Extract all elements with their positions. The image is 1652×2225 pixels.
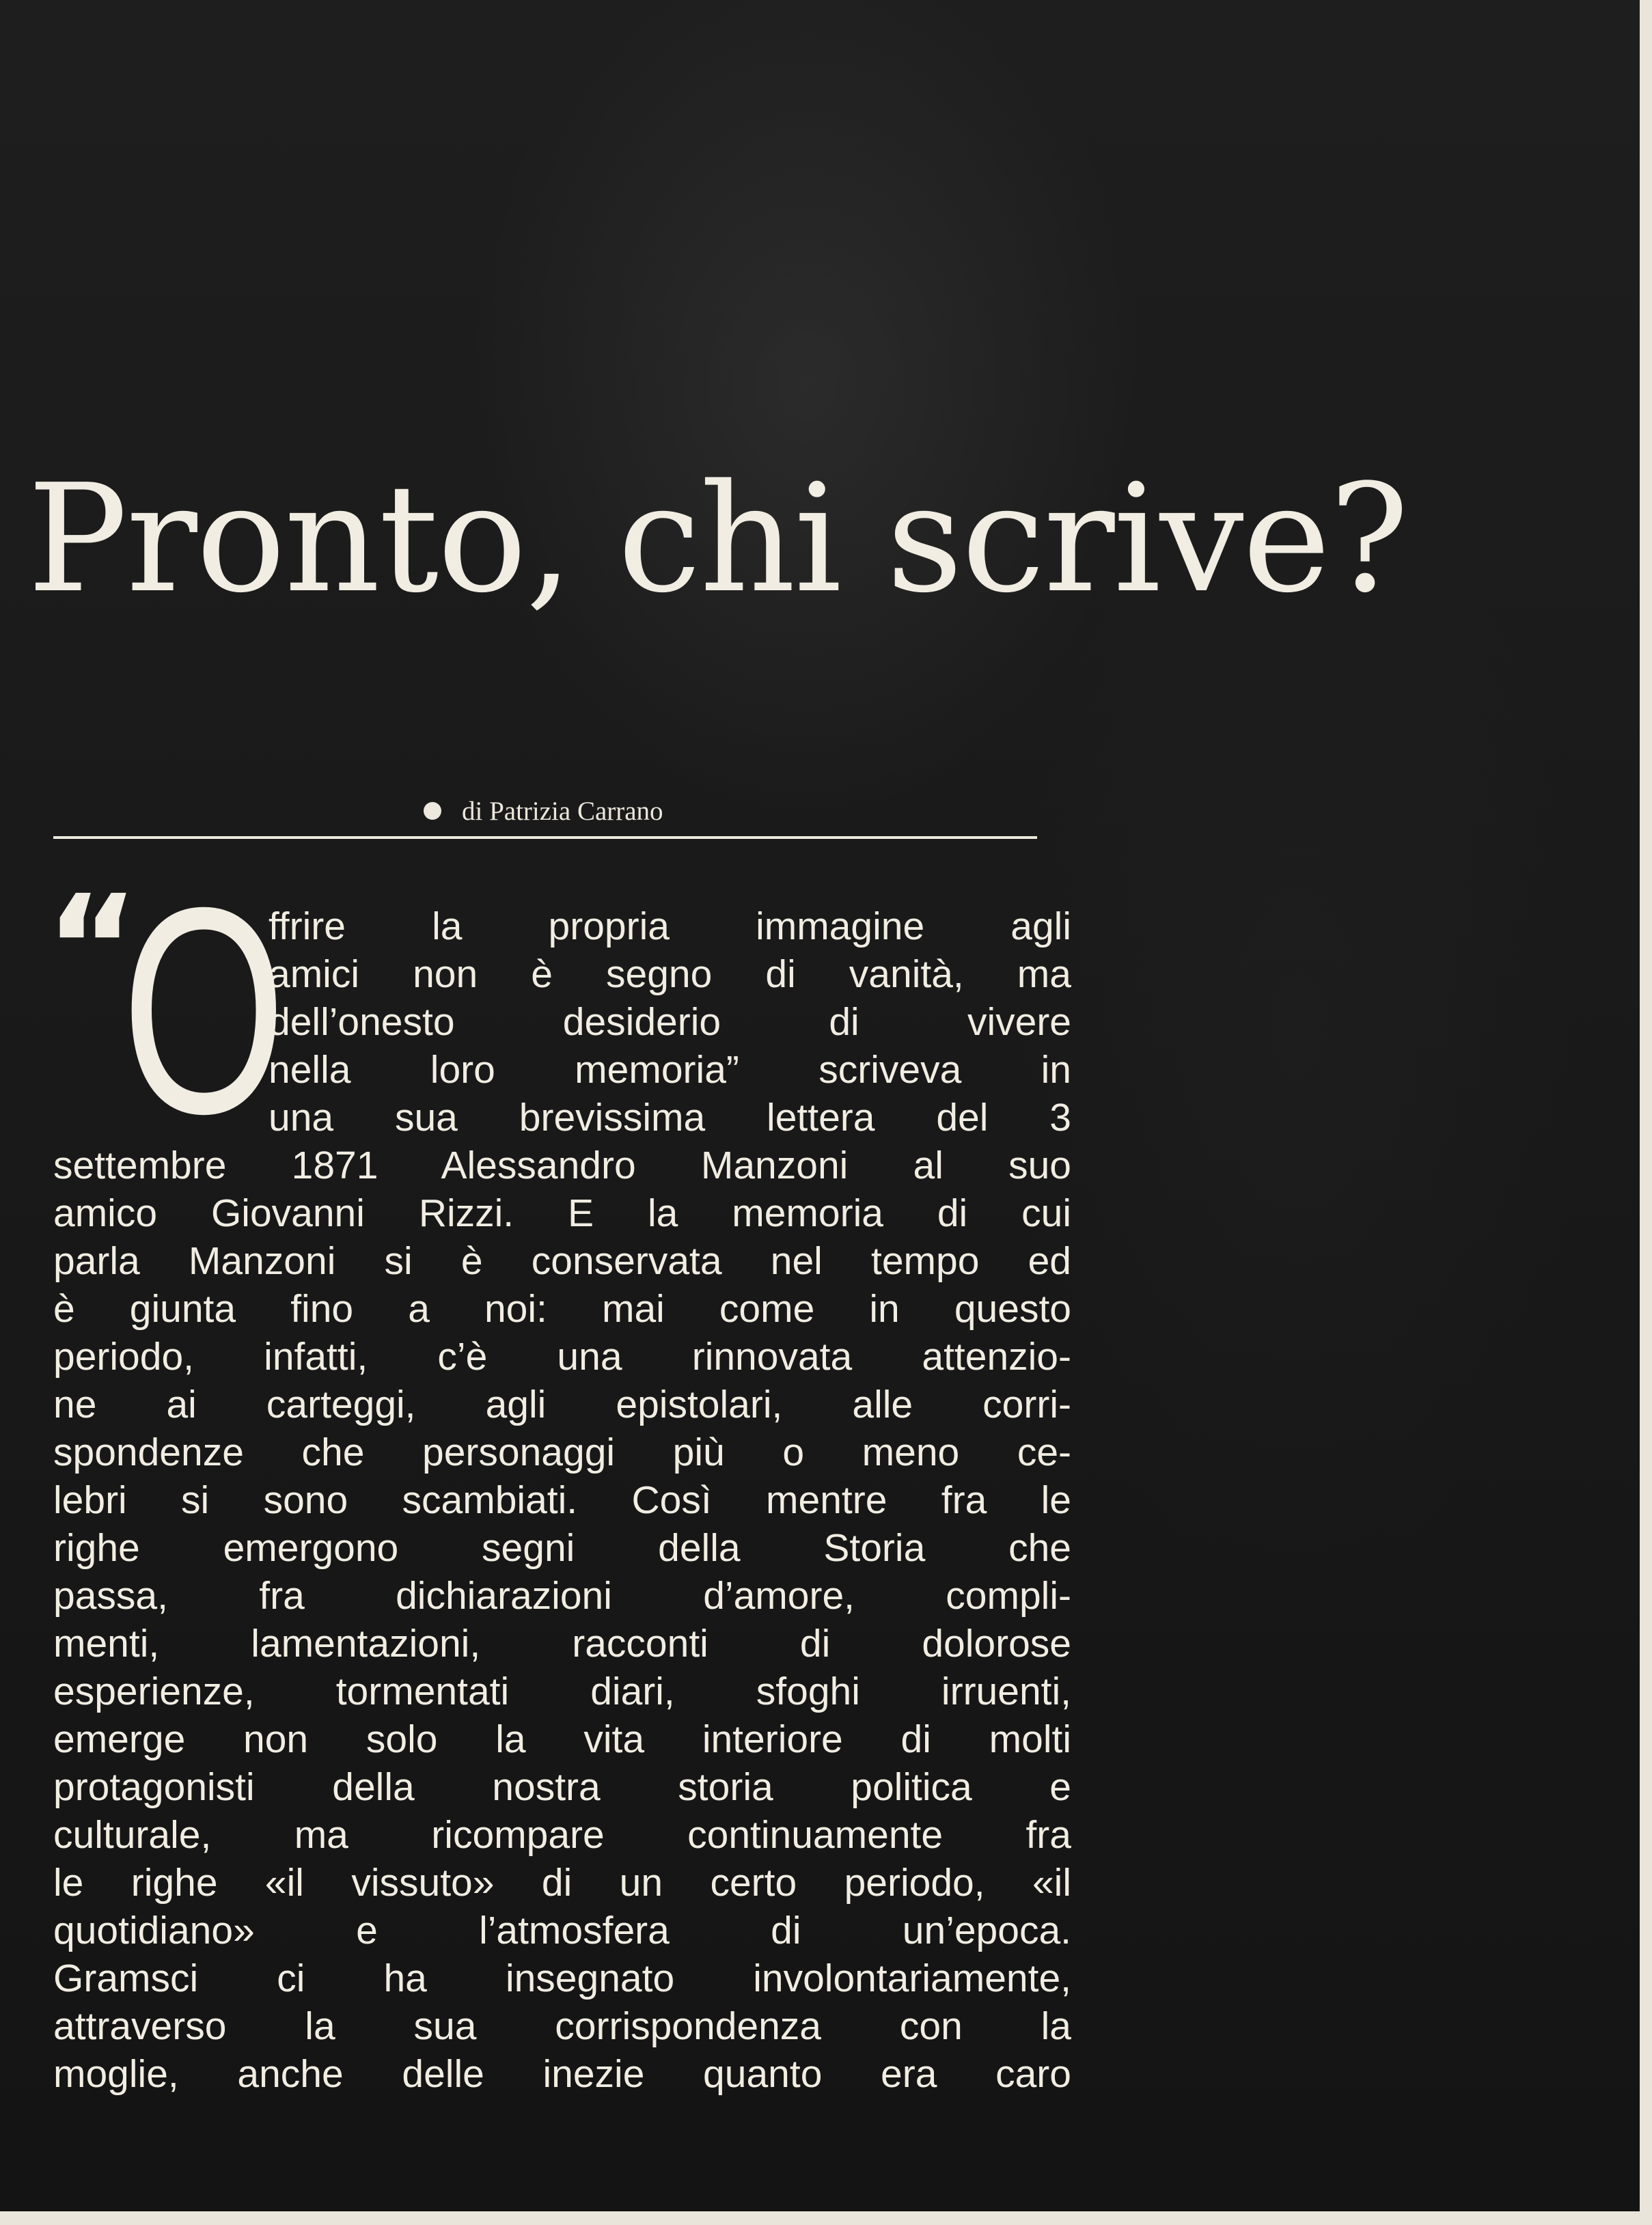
- article-title: Pronto, chi scrive?: [27, 453, 1408, 626]
- body-line: esperienze, tormentati diari, sfoghi irruenti,: [53, 1670, 1071, 1713]
- bullet-dot-icon: [424, 802, 441, 820]
- body-line: attraverso la sua corrispondenza con la: [53, 2004, 1071, 2048]
- byline-rule: [53, 836, 1037, 839]
- body-line: nella loro memoria” scriveva in: [269, 1048, 1071, 1092]
- page-edge-bottom: [0, 2211, 1652, 2225]
- body-line: le righe «il vissuto» di un certo periodo, «il: [53, 1861, 1071, 1905]
- body-line: culturale, ma ricompare continuamente fra: [53, 1813, 1071, 1857]
- body-line: protagonisti della nostra storia politica e: [53, 1765, 1071, 1809]
- body-line: righe emergono segni della Storia che: [53, 1526, 1071, 1570]
- page-edge-right: [1640, 0, 1652, 2225]
- body-line: menti, lamentazioni, racconti di dolorose: [53, 1622, 1071, 1666]
- body-line: passa, fra dichiarazioni d’amore, compli-: [53, 1574, 1071, 1618]
- body-line: amico Giovanni Rizzi. E la memoria di cui: [53, 1191, 1071, 1235]
- body-line: parla Manzoni si è conservata nel tempo ed: [53, 1239, 1071, 1283]
- byline: [424, 794, 663, 828]
- body-line: moglie, anche delle inezie quanto era caro: [53, 2052, 1071, 2096]
- body-line: una sua brevissima lettera del 3: [269, 1096, 1071, 1139]
- body-line: amici non è segno di vanità, ma: [269, 952, 1071, 996]
- body-line: ne ai carteggi, agli epistolari, alle corri-: [53, 1383, 1071, 1426]
- body-line: lebri si sono scambiati. Così mentre fra le: [53, 1478, 1071, 1522]
- body-line: spondenze che personaggi più o meno ce-: [53, 1431, 1071, 1474]
- body-line: Gramsci ci ha insegnato involontariamente,: [53, 1957, 1071, 2000]
- body-line: è giunta fino a noi: mai come in questo: [53, 1287, 1071, 1331]
- body-line: quotidiano» e l’atmosfera di un’epoca.: [53, 1909, 1071, 1952]
- body-line: periodo, infatti, c’è una rinnovata attenzio-: [53, 1335, 1071, 1379]
- body-line: emerge non solo la vita interiore di molti: [53, 1717, 1071, 1761]
- byline-author: di Patrizia Carrano: [462, 796, 663, 826]
- drop-cap: O: [122, 847, 286, 1175]
- opening-quote-mark: “: [45, 864, 136, 1032]
- body-line: dell’onesto desiderio di vivere: [269, 1000, 1071, 1044]
- body-line: ffrire la propria immagine agli: [269, 904, 1071, 948]
- body-line: settembre 1871 Alessandro Manzoni al suo: [53, 1144, 1071, 1187]
